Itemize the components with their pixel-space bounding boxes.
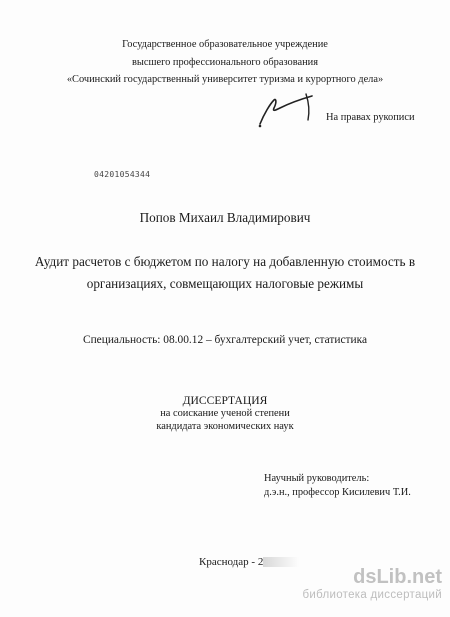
handwritten-signature <box>254 86 326 132</box>
degree-line-1: на соискание ученой степени <box>160 408 290 419</box>
watermark-subtitle: библиотека диссертаций <box>302 589 442 601</box>
institution-line-2: высшего профессионального образования <box>132 57 318 68</box>
city-year-text: Краснодар - 2 <box>199 556 264 568</box>
author-name: Попов Михаил Владимирович <box>139 210 311 225</box>
watermark-logo: dsLib.net <box>353 566 442 588</box>
registration-stamp-number: 04201054344 <box>94 170 151 179</box>
manuscript-rights-label: На правах рукописи <box>326 112 415 123</box>
institution-line-3: «Сочинский государственный университет туризма и курортного дела» <box>66 74 384 85</box>
institution-line-1: Государственное образовательное учреждение <box>122 39 328 50</box>
supervisor-label: Научный руководитель: <box>264 473 370 484</box>
specialty-line: Специальность: 08.00.12 – бухгалтерский учет, статистика <box>82 334 368 346</box>
supervisor-name: д.э.н., профессор Кисилевич Т.И. <box>264 487 411 498</box>
dissertation-heading: ДИССЕРТАЦИЯ <box>182 394 268 407</box>
dissertation-title-line-1: Аудит расчетов с бюджетом по налогу на добавленную стоимость в <box>34 254 416 269</box>
watermark <box>252 566 442 610</box>
dissertation-title-line-2: организациях, совмещающих налоговые режимы <box>86 276 364 291</box>
degree-line-2: кандидата экономических наук <box>156 421 294 432</box>
